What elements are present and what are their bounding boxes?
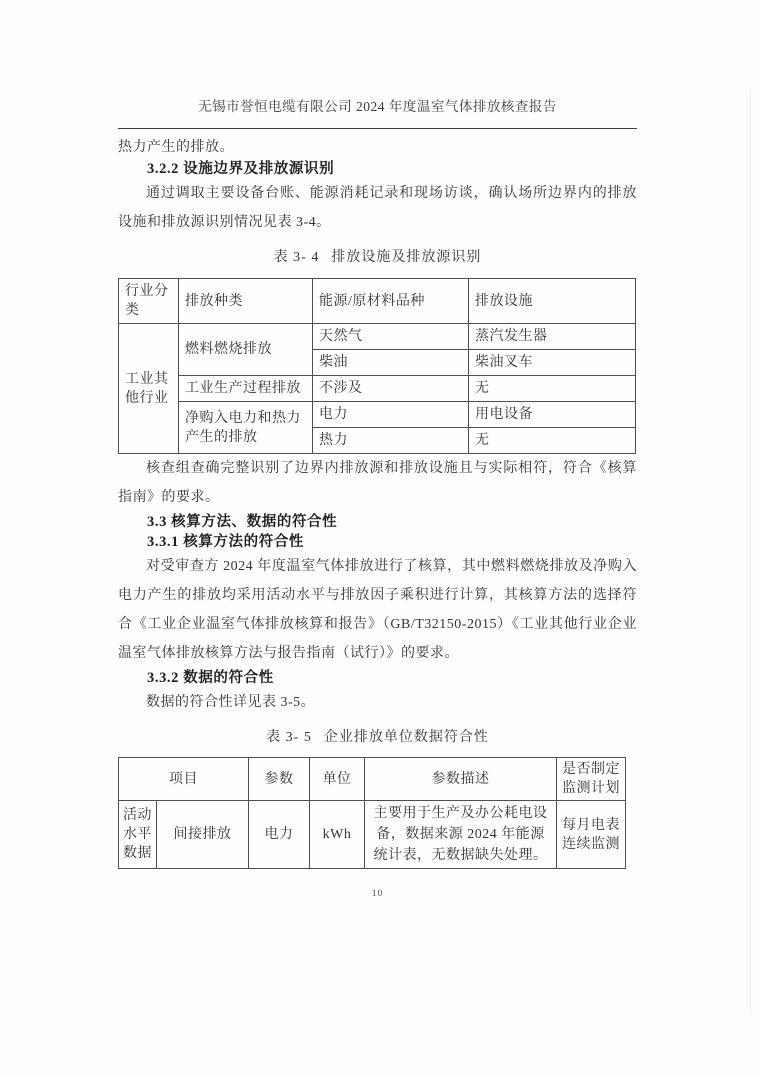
cell-energy: 不涉及 bbox=[313, 376, 469, 402]
col-header-param: 参数 bbox=[249, 758, 310, 801]
paragraph-3-3-1: 对受审查方 2024 年度温室气体排放进行了核算，其中燃料燃烧排放及净购入电力产生的排放均采用活动水平与排放因子乘积进行计算，其核算方法的选择符合《工业企业温室气体排放核算和报告》（GB/T32150-2015）《工业其他行业企业温室气体排放核算方法与报告指南（试行）》的要求。 bbox=[118, 559, 637, 661]
heading-3-3-2: 3.3.2 数据的符合性 bbox=[147, 670, 274, 686]
heading-3-3-1: 3.3.1 核算方法的符合性 bbox=[147, 534, 305, 550]
paragraph-after-table-3-4: 核查组查确完整识别了边界内排放源和排放设施且与实际相符，符合《核算指南》的要求。 bbox=[118, 461, 637, 505]
col-header-plan: 是否制定监测计划 bbox=[557, 758, 626, 801]
col-header-facility: 排放设施 bbox=[469, 279, 636, 324]
cell-kind-purchased: 净购入电力和热力产生的排放 bbox=[179, 402, 313, 454]
cell-energy: 天然气 bbox=[313, 324, 469, 350]
cell-category: 活动水平数据 bbox=[119, 801, 157, 869]
cell-facility: 蒸汽发生器 bbox=[469, 324, 636, 350]
cell-facility: 用电设备 bbox=[469, 402, 636, 428]
emission-sources-table bbox=[118, 278, 636, 454]
heading-3-2-2: 3.2.2 设施边界及排放源识别 bbox=[147, 161, 335, 177]
paragraph-continuation: 热力产生的排放。 bbox=[118, 140, 234, 155]
cell-facility: 柴油叉车 bbox=[469, 350, 636, 376]
page-number: 10 bbox=[371, 889, 384, 899]
cell-desc: 主要用于生产及办公耗电设备，数据来源 2024 年能源统计表，无数据缺失处理。 bbox=[365, 801, 557, 869]
cell-item: 间接排放 bbox=[157, 801, 249, 869]
table-3-5-caption-label: 表 3- 5 bbox=[266, 730, 312, 745]
data-conformity-table bbox=[118, 757, 626, 869]
cell-energy: 热力 bbox=[313, 428, 469, 454]
table-row bbox=[119, 376, 636, 402]
paragraph-3-2-2: 通过调取主要设备台账、能源消耗记录和现场访谈，确认场所边界内的排放设施和排放源识别情况见表 3-4。 bbox=[118, 186, 637, 230]
table-3-5-caption-title: 企业排放单位数据符合性 bbox=[323, 730, 489, 745]
cell-energy: 柴油 bbox=[313, 350, 469, 376]
cell-kind-process: 工业生产过程排放 bbox=[179, 376, 313, 402]
table-3-4-caption bbox=[118, 248, 637, 268]
paragraph-3-3-2: 数据的符合性详见表 3-5。 bbox=[146, 695, 316, 710]
table-row bbox=[119, 402, 636, 428]
cell-facility: 无 bbox=[469, 376, 636, 402]
cell-param: 电力 bbox=[249, 801, 310, 869]
table-header-row bbox=[119, 279, 636, 324]
col-header-energy: 能源/原材料品种 bbox=[313, 279, 469, 324]
col-header-kind: 排放种类 bbox=[179, 279, 313, 324]
table-row bbox=[119, 801, 626, 869]
scan-edge-artifact bbox=[750, 90, 751, 1015]
col-header-desc: 参数描述 bbox=[365, 758, 557, 801]
table-header-row bbox=[119, 758, 626, 801]
col-header-industry: 行业分类 bbox=[119, 279, 179, 324]
col-header-unit: 单位 bbox=[310, 758, 365, 801]
heading-3-3: 3.3 核算方法、数据的符合性 bbox=[147, 514, 338, 530]
col-header-item: 项目 bbox=[119, 758, 249, 801]
cell-plan: 每月电表连续监测 bbox=[557, 801, 626, 869]
table-3-4-caption-title: 排放设施及排放源识别 bbox=[331, 250, 482, 265]
table-row bbox=[119, 324, 636, 350]
table-3-4-caption-label: 表 3- 4 bbox=[273, 250, 320, 265]
table-3-5-caption bbox=[118, 728, 637, 748]
page-header-title: 无锡市誉恒电缆有限公司 2024 年度温室气体排放核查报告 bbox=[118, 0, 637, 129]
cell-facility: 无 bbox=[469, 428, 636, 454]
cell-energy: 电力 bbox=[313, 402, 469, 428]
cell-industry-group: 工业其他行业 bbox=[119, 324, 179, 454]
cell-kind-fuel: 燃料燃烧排放 bbox=[179, 324, 313, 376]
cell-unit: kWh bbox=[310, 801, 365, 869]
page-content bbox=[118, 0, 637, 899]
